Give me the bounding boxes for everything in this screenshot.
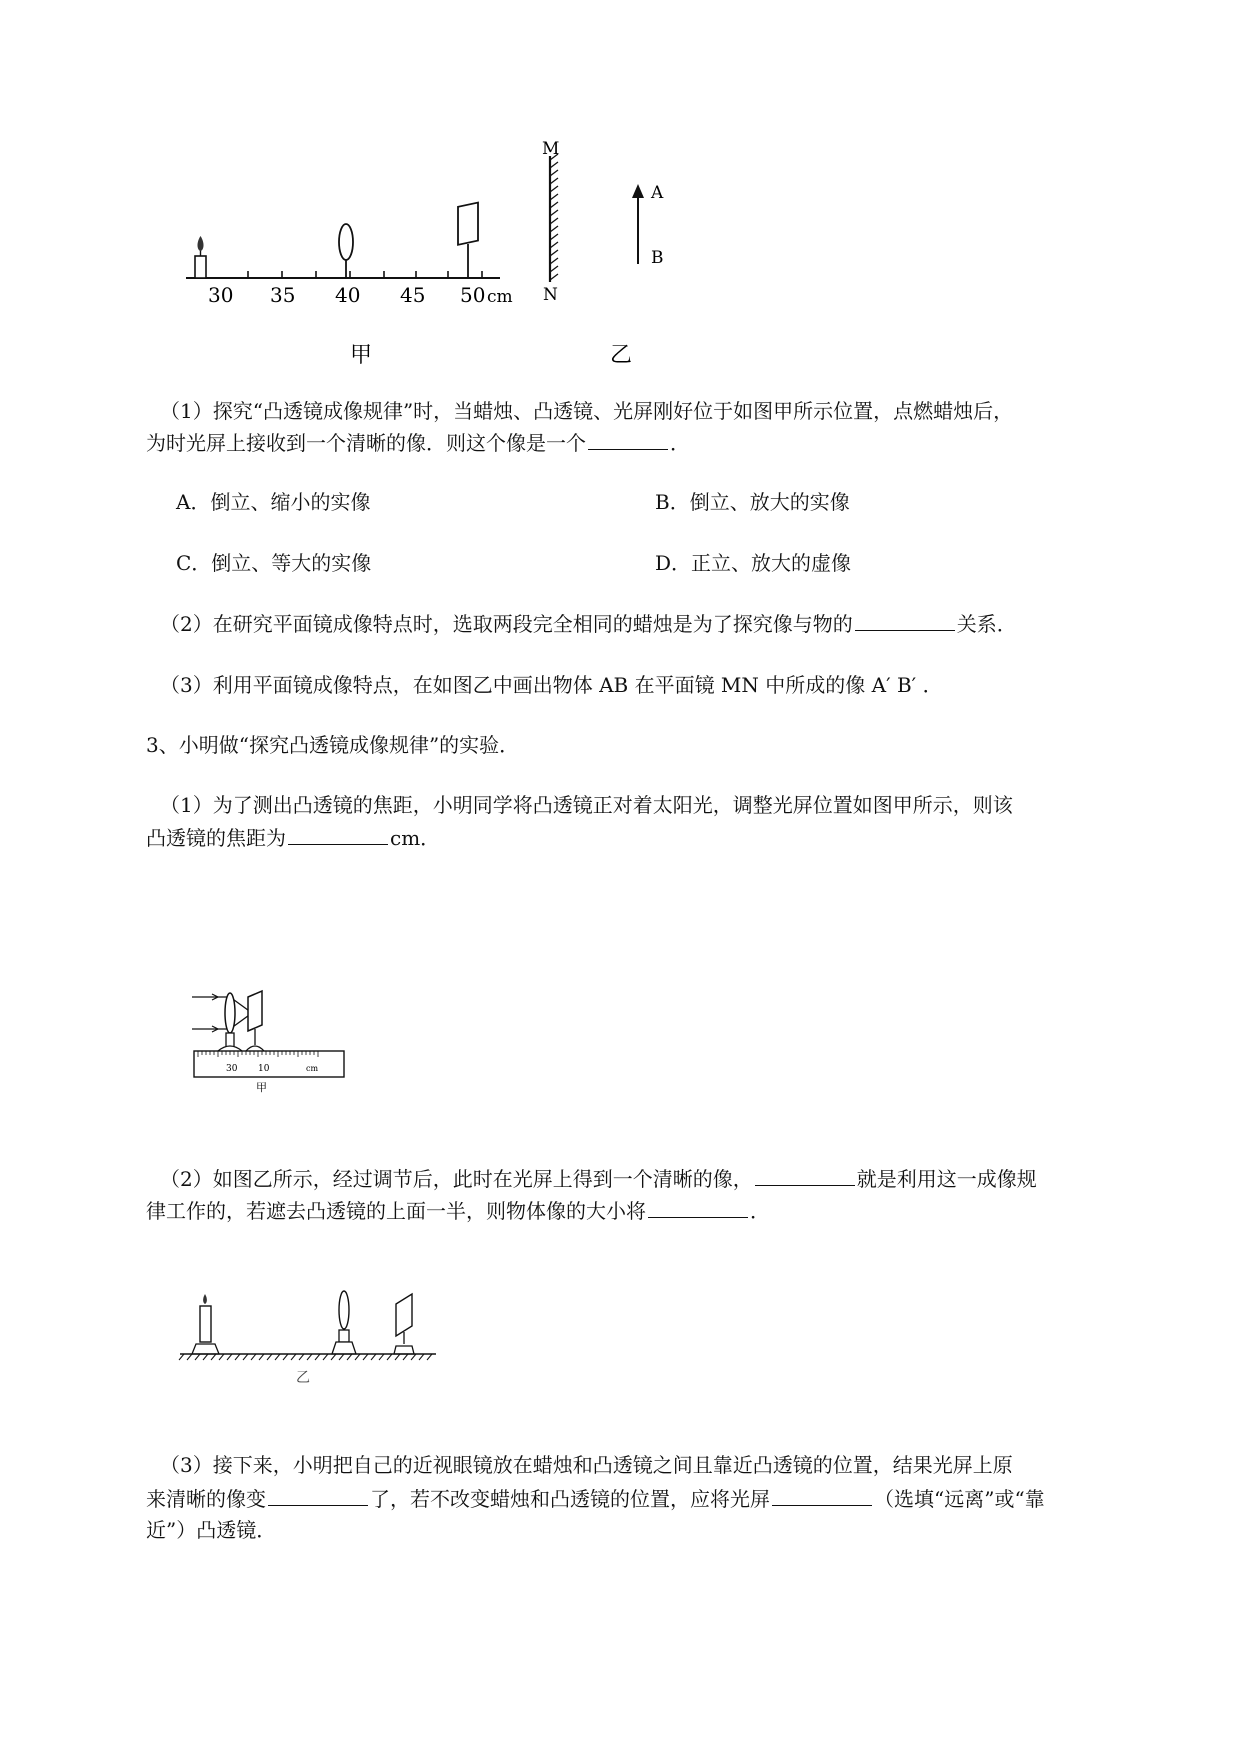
- parallel-rays: [192, 994, 252, 1032]
- bench-tick-label: 40: [335, 283, 361, 307]
- answer-blank[interactable]: [755, 1163, 855, 1186]
- plane-mirror-icon: [550, 154, 558, 282]
- q3-part2-text: （2）如图乙所示，经过调节后，此时在光屏上得到一个清晰的像，: [160, 1167, 753, 1191]
- q2-part3: （3）利用平面镜成像特点，在如图乙中画出物体 AB 在平面镜 MN 中所成的像 A′ B′ ．: [160, 673, 943, 697]
- answer-blank[interactable]: [855, 608, 955, 631]
- fig1-caption: 甲: [256, 1081, 267, 1094]
- ruler-tick-label: 30: [226, 1064, 238, 1074]
- q3-part2-line1: [160, 1163, 1037, 1194]
- q3-part1-line1: （1）为了测出凸透镜的焦距，小明同学将凸透镜正对着太阳光，调整光屏位置如图甲所示，则该: [160, 793, 1013, 817]
- q2-part1-line2: [146, 427, 690, 458]
- screen-icon: [248, 991, 262, 1031]
- answer-blank[interactable]: [648, 1195, 748, 1218]
- bench-hatching: [179, 1354, 432, 1360]
- answer-blank[interactable]: [268, 1483, 368, 1506]
- candle-icon: [192, 1294, 219, 1354]
- option-c[interactable]: C．倒立、等大的实像: [176, 551, 372, 575]
- bench-ticks: [198, 271, 482, 278]
- q2-part2-end: 关系．: [956, 612, 1017, 636]
- lens-icon: [225, 993, 235, 1033]
- q2-part2: [160, 608, 1017, 639]
- figure-optical-bench-and-mirror: [170, 140, 770, 410]
- option-b[interactable]: B．倒立、放大的实像: [655, 490, 850, 514]
- bench-tick-label: 45: [400, 283, 426, 307]
- figure-focal-length: [190, 985, 350, 1103]
- q3-part2-text2: 律工作的，若遮去凸透镜的上面一半，则物体像的大小将: [146, 1199, 646, 1223]
- candle-icon: [195, 236, 206, 278]
- answer-blank[interactable]: [588, 427, 668, 450]
- q2-part2-text: （2）在研究平面镜成像特点时，选取两段完全相同的蜡烛是为了探究像与物的: [160, 612, 853, 636]
- bench-unit-label: cm: [487, 287, 513, 307]
- bench-tick-label: 35: [270, 283, 296, 307]
- bench-tick-label: 30: [208, 283, 234, 307]
- q3-part2-line2: [146, 1195, 770, 1226]
- q3-part3-line3: 近”）凸透镜．: [146, 1518, 277, 1542]
- arrow-label-b: B: [651, 248, 664, 268]
- q2-part1-line1: （1）探究“凸透镜成像规律”时，当蜡烛、凸透镜、光屏刚好位于如图甲所示位置，点燃蜡烛后，: [160, 399, 1014, 423]
- answer-blank[interactable]: [772, 1483, 872, 1506]
- q3-part3-line1: （3）接下来，小明把自己的近视眼镜放在蜡烛和凸透镜之间且靠近凸透镜的位置，结果光屏上原: [160, 1453, 1013, 1477]
- q3-part3-text-end: （选填“远离”或“靠: [874, 1487, 1045, 1511]
- ruler-unit-label: cm: [306, 1064, 319, 1073]
- q3-part1-end: cm．: [390, 826, 441, 850]
- caption-jia: 甲: [350, 343, 373, 368]
- mirror-label-n: N: [543, 285, 558, 305]
- q3-part3-text: 来清晰的像变: [146, 1487, 266, 1511]
- screen-icon: [394, 1294, 414, 1354]
- answer-blank[interactable]: [288, 822, 388, 845]
- option-a[interactable]: A．倒立、缩小的实像: [176, 490, 371, 514]
- q3-part2-text-cont: 就是利用这一成像规: [856, 1167, 1037, 1191]
- bench-tick-label: 50: [460, 283, 486, 307]
- q3-part3-text-mid: 了，若不改变蜡烛和凸透镜的位置，应将光屏: [370, 1487, 770, 1511]
- q3-part2-end: ．: [750, 1199, 770, 1223]
- figure-bench-setup: [178, 1290, 440, 1390]
- q3-part3-line2: [146, 1483, 1045, 1514]
- option-d[interactable]: D．正立、放大的虚像: [655, 551, 852, 575]
- arrow-label-a: A: [651, 183, 664, 203]
- q3-part1-text: 凸透镜的焦距为: [146, 826, 286, 850]
- mirror-label-m: M: [542, 140, 560, 159]
- light-screen-icon: [458, 203, 478, 278]
- q3-heading: 3、小明做“探究凸透镜成像规律”的实验．: [146, 733, 520, 757]
- q2-part1-text: 为时光屏上接收到一个清晰的像．则这个像是一个: [146, 431, 586, 455]
- convex-lens-icon: [339, 224, 353, 278]
- caption-yi: 乙: [610, 343, 633, 368]
- q2-part1-end: ．: [670, 431, 690, 455]
- fig2-caption: 乙: [296, 1370, 310, 1386]
- ruler-tick-label: 10: [258, 1064, 270, 1074]
- q3-part1-line2: [146, 822, 440, 853]
- lens-icon: [332, 1291, 356, 1354]
- object-arrow-icon: [632, 184, 644, 264]
